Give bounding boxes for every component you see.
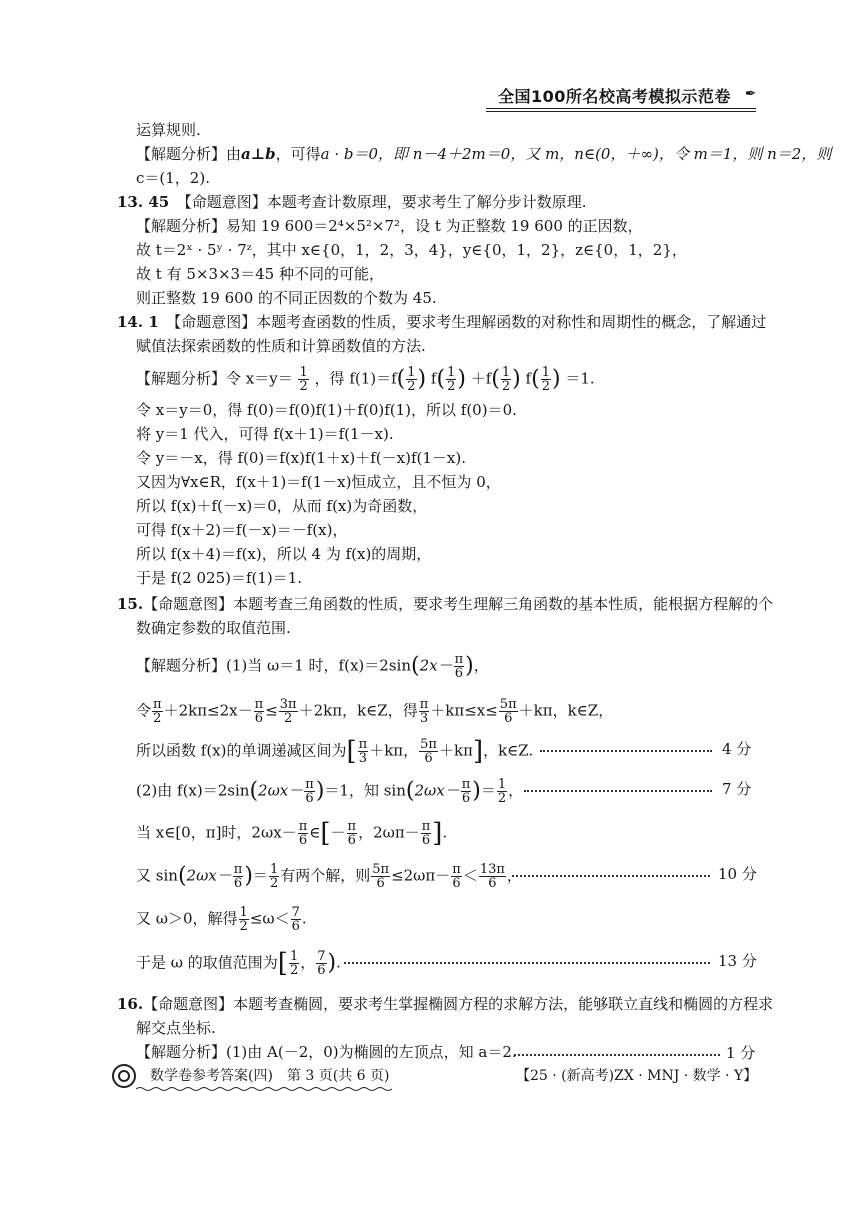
text-line: 数确定参数的取值范围. bbox=[136, 619, 291, 637]
formula-line: 当 x∈[0，π]时，2ωx－ $\frac{\pi}{6}$ ∈[－ $\frac{\pi}{6}$ ，2ωπ－ $\frac{\pi}{6}$ ]. bbox=[136, 818, 448, 849]
dotted-leader bbox=[514, 1054, 720, 1056]
text-line: 运算规则. bbox=[136, 121, 201, 139]
question-16: 16.【命题意图】本题考查椭圆，要求考生掌握椭圆方程的求解方法，能够联立直线和椭圆的方程求 bbox=[117, 995, 774, 1013]
text-line: 【解题分析】易知 19 600＝2⁴×5²×7²，设 t 为正整数 19 600 的正因数， bbox=[136, 217, 643, 235]
question-15: 15.【命题意图】本题考查三角函数的性质，要求考生理解三角函数的基本性质，能根据方程解的个 bbox=[117, 595, 774, 613]
text-line: 又因为∀x∈R，f(x＋1)＝f(1－x)恒成立，且不恒为 0， bbox=[136, 473, 501, 491]
text-line: 故 t＝2ˣ · 5ʸ · 7ᶻ，其中 x∈{0，1，2，3，4}，y∈{0，1，2}，z∈{0，1，2}， bbox=[136, 241, 687, 259]
text-line: 【解题分析】由a⊥b，可得a · b＝0，即 n－4＋2m＝0，又 m，n∈(0，＋∞)，令 m＝1，则 n＝2，则 bbox=[136, 145, 832, 163]
formula-line: (2)由 f(x)＝2sin(2ωx－ $\frac{\pi}{6}$ )＝1，知 sin(2ωx－ $\frac{\pi}{6}$ )＝ $\frac{1}{2}$ ， bbox=[136, 777, 524, 806]
score-label: 10 分 bbox=[718, 865, 757, 883]
formula-line: 又 ω＞0，解得 $\frac{1}{2}$ ≤ω＜ $\frac{7}{6}$ . bbox=[136, 905, 307, 934]
text-line: 则正整数 19 600 的不同正因数的个数为 45. bbox=[136, 289, 437, 307]
dotted-leader bbox=[524, 790, 712, 792]
dotted-leader bbox=[540, 750, 712, 752]
formula-line: 【解题分析】(1)当 ω＝1 时，f(x)＝2sin(2x－ $\frac{\pi}{6}$ )， bbox=[136, 652, 489, 681]
question-14: 14. 1 【命题意图】本题考查函数的性质，要求考生理解函数的对称性和周期性的概念，了解通过 bbox=[117, 313, 767, 331]
formula-line: 【解题分析】令 x＝y＝ $\frac{1}{2}$ ，得 f(1)＝f( $\frac{1}{2}$ ) f( $\frac{1}{2}$ ) ＋f( $\frac{1}{2}$ ) f( $\frac{1}{2}$ ) ＝1. bbox=[136, 365, 595, 394]
header-rule bbox=[486, 108, 756, 112]
score-label: 13 分 bbox=[718, 952, 757, 970]
quill-icon: ✒ bbox=[744, 86, 757, 102]
footer-left: 数学卷参考答案(四) 第 3 页(共 6 页) bbox=[150, 1068, 390, 1084]
text-line: 将 y＝1 代入，可得 f(x＋1)＝f(1－x). bbox=[136, 425, 394, 443]
text-line: 于是 f(2 025)＝f(1)＝1. bbox=[136, 569, 303, 587]
text-line: 故 t 有 5×3×3＝45 种不同的可能， bbox=[136, 265, 384, 283]
text-line: 令 x＝y＝0，得 f(0)＝f(0)f(1)＋f(0)f(1)，所以 f(0)＝0. bbox=[136, 401, 517, 419]
brand-title: 全国100所名校高考模拟示范卷 ✒ bbox=[498, 86, 757, 106]
logo-icon bbox=[112, 1064, 136, 1088]
wave-divider bbox=[136, 1086, 392, 1092]
formula-line: 令 $\frac{\pi}{2}$ ＋2kπ≤2x－ $\frac{\pi}{6}$ ≤ $\frac{3\pi}{2}$ ＋2kπ，k∈Z，得 $\frac{\pi}{3}$ ＋kπ≤x≤ $\frac{5\pi}{6}$ ＋kπ，k∈Z， bbox=[136, 697, 614, 726]
formula-line: 所以函数 f(x)的单调递减区间为[ $\frac{\pi}{3}$ ＋kπ， $\frac{5\pi}{6}$ ＋kπ]，k∈Z. bbox=[136, 736, 534, 767]
text-line: 【解题分析】(1)由 A(－2，0)为椭圆的左顶点，知 a＝2. bbox=[136, 1043, 517, 1061]
text-line: 可得 f(x＋2)＝f(－x)＝－f(x)， bbox=[136, 521, 348, 539]
question-13: 13. 45 【命题意图】本题考查计数原理，要求考生了解分步计数原理. bbox=[117, 193, 587, 211]
text-line: 解交点坐标. bbox=[136, 1019, 216, 1037]
formula-line: 于是 ω 的取值范围为[ $\frac{1}{2}$ ， $\frac{7}{6}$ ). bbox=[136, 948, 341, 979]
text-line: c＝(1，2). bbox=[136, 169, 210, 187]
footer-right: 【25 · (新高考)ZX · MNJ · 数学 · Y】 bbox=[516, 1068, 758, 1084]
score-label: 7 分 bbox=[722, 780, 752, 798]
text-line: 赋值法探索函数的性质和计算函数值的方法. bbox=[136, 337, 426, 355]
score-label: 4 分 bbox=[722, 740, 752, 758]
formula-line: 又 sin(2ωx－ $\frac{\pi}{6}$ )＝ $\frac{1}{2}$ 有两个解，则 $\frac{5\pi}{6}$ ≤2ωπ－ $\frac{\pi}{6}$ ＜ $\frac{13\pi}{6}$ ， bbox=[136, 862, 522, 891]
text-line: 所以 f(x)＋f(－x)＝0，从而 f(x)为奇函数， bbox=[136, 497, 428, 515]
text-line: 令 y＝－x，得 f(0)＝f(x)f(1＋x)＋f(－x)f(1－x). bbox=[136, 449, 466, 467]
dotted-leader bbox=[512, 875, 710, 877]
text-line: 所以 f(x＋4)＝f(x)，所以 4 为 f(x)的周期， bbox=[136, 545, 432, 563]
score-label: 1 分 bbox=[726, 1044, 756, 1062]
dotted-leader bbox=[344, 962, 710, 964]
